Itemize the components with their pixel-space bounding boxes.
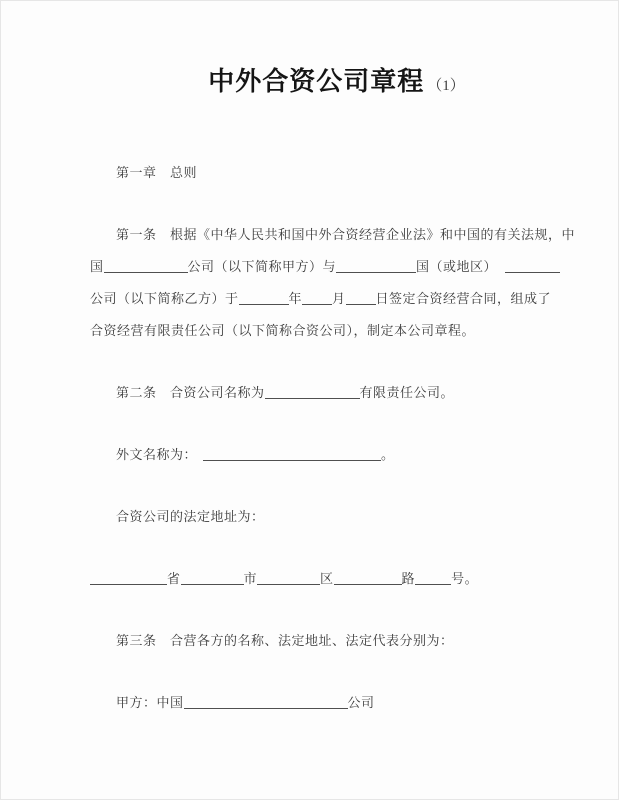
text-segment: 区 — [320, 571, 334, 586]
blank-underline — [334, 572, 402, 585]
foreign-name-line — [90, 439, 563, 471]
text-segment: 第一条 根据《中华人民共和国中外合资经营企业法》和中国的有关法规，中 — [116, 227, 576, 242]
text-segment: 路 — [401, 571, 416, 586]
blank-underline — [203, 448, 381, 461]
blank-underline — [505, 260, 560, 273]
text-segment: 国 — [90, 259, 104, 274]
text-segment: 甲方：中国 — [116, 695, 184, 710]
blank-underline — [257, 572, 320, 585]
text-segment: 公司 — [347, 695, 375, 710]
blank-underline — [104, 260, 188, 273]
blank-underline — [346, 292, 376, 305]
text-segment: 合资公司的法定地址为： — [116, 509, 265, 524]
article-2-line — [90, 377, 563, 409]
text-segment: 号。 — [451, 571, 479, 586]
article-3-line — [90, 625, 563, 657]
document-title — [100, 64, 573, 103]
text-segment: 年 — [288, 291, 303, 306]
text-segment: 第二条 合资公司名称为 — [116, 385, 265, 400]
text-segment: 有限责任公司。 — [359, 385, 455, 400]
text-segment: 。 — [381, 447, 395, 462]
legal-address-label — [90, 501, 563, 533]
blank-underline — [181, 572, 244, 585]
text-segment: 市 — [243, 571, 258, 586]
text-segment: 省 — [167, 571, 181, 586]
legal-address-blanks-line — [90, 563, 563, 595]
title-text: 中外合资公司章程 — [208, 66, 425, 96]
blank-underline — [415, 572, 451, 585]
text-segment: 日签定合资经营合同，组成了 — [375, 291, 552, 306]
article-1-line-4 — [90, 315, 563, 347]
text-segment: 合资经营有限责任公司（以下简称合资公司），制定本公司章程。 — [90, 323, 476, 338]
blank-underline — [239, 292, 289, 305]
article-1-line-1 — [90, 219, 576, 251]
blank-underline — [336, 260, 416, 273]
party-a-line — [90, 687, 563, 719]
text-segment: 公司（以下简称乙方）于 — [90, 291, 239, 306]
text-segment: 外文名称为： — [116, 447, 198, 462]
text-segment: 第一章 总则 — [116, 165, 198, 180]
blank-underline — [184, 696, 348, 709]
blank-underline — [265, 386, 360, 399]
article-1-line-2 — [90, 251, 563, 283]
text-segment: 公司（以下简称甲方）与 — [187, 259, 337, 274]
article-1-line-3 — [90, 283, 563, 315]
blank-underline — [302, 292, 332, 305]
blank-underline — [90, 572, 167, 585]
text-segment: 国（或地区） — [416, 259, 498, 274]
chapter-heading — [90, 157, 563, 189]
title-number: （1） — [427, 78, 465, 94]
text-segment: 月 — [332, 291, 346, 306]
article-1-paragraph — [90, 219, 576, 347]
text-segment: 第三条 合营各方的名称、法定地址、法定代表分别为： — [116, 633, 454, 648]
